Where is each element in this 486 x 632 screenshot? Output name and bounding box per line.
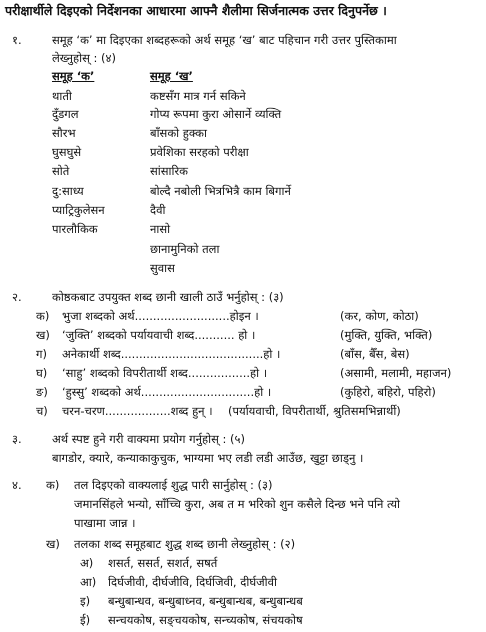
q2-title: कोष्ठकबाट उपयुक्त शब्द छानी खाली ठाउँ भर्नुहोस् : (३) bbox=[52, 290, 284, 304]
group-a-item: पारलौकिक bbox=[52, 222, 98, 236]
group-b-item: नासो bbox=[150, 222, 171, 236]
q4b-item-text: बन्धुबान्धव, बन्धुबाध्नव, बन्धुबान्धब, बन्धुबान्धब bbox=[108, 594, 303, 608]
q2-item-text: ‘साहु’ शब्दको विपरीतार्थी शब्द.................हो । bbox=[62, 366, 268, 380]
q4a-sentence-line1: जमानसिंहले भन्यो, साँच्चि कुरा, अब त म भरिको शुन कसैले दिन्छ भने पनि त्यो bbox=[74, 497, 401, 511]
q2-item-options: (मुक्ति, युक्ति, भक्ति) bbox=[340, 328, 433, 342]
q4b-item-label: अ) bbox=[80, 556, 94, 570]
group-a-item: थाती bbox=[52, 89, 72, 103]
q4-number: ४. bbox=[12, 478, 22, 492]
group-a-item: घुसघुसे bbox=[52, 145, 82, 159]
q2-item-options: (कर, कोण, कोठा) bbox=[340, 309, 419, 323]
q2-item-label: ग) bbox=[36, 347, 47, 361]
group-b-item: गोप्य रूपमा कुरा ओसार्ने व्यक्ति bbox=[150, 107, 282, 121]
q3-words: बागडोर, क्यारे, कन्याकाकुचुक, भाग्यमा भए लडी लडी आउँछ, खुट्टा छाड्नु । bbox=[52, 451, 364, 465]
q2-item-options: (बाँस, बैँस, बेस) bbox=[340, 347, 410, 361]
q4a-sentence-line2: पाखामा जान्न । bbox=[74, 516, 136, 530]
group-a-heading: समूह ‘क’ bbox=[52, 69, 95, 83]
q3-title: अर्थ स्पष्ट हुने गरी वाक्यमा प्रयोग गर्नुहोस् : (५) bbox=[52, 432, 246, 446]
instruction-heading: परीक्षार्थीले दिइएको निर्देशनका आधारमा आफ्नै शैलीमा सिर्जनात्मक उत्तर दिनुपर्नेछ । bbox=[5, 3, 387, 18]
q4b-item-text: सन्चयकोष, सङ्चयकोष, सन्च्यकोष, संचयकोष bbox=[108, 613, 303, 627]
q1-instruction-line1: समूह ‘क’ मा दिइएका शब्दहरूको अर्थ समूह ‘ख’ बाट पहिचान गरी उत्तर पुस्तिकामा bbox=[52, 33, 397, 47]
group-b-item: दैवी bbox=[150, 203, 166, 217]
group-a-item: दुँडगल bbox=[52, 107, 79, 121]
q2-item-options: (असामी, मलामी, महाजन) bbox=[340, 366, 452, 380]
q2-item-text: भुजा शब्दको अर्थ..........................होइन । bbox=[62, 309, 259, 323]
q2-item-options: (पर्यायवाची, विपरीतार्थी, श्रुतिसमभिन्नार्थी) bbox=[228, 404, 401, 418]
group-a-item: सोते bbox=[52, 164, 70, 178]
group-b-item: छानामुनिको तला bbox=[150, 242, 220, 256]
q1-number: १. bbox=[12, 33, 22, 47]
q3-number: ३. bbox=[12, 432, 22, 446]
q2-item-label: ख) bbox=[36, 328, 50, 342]
q4b-label: ख) bbox=[46, 537, 60, 551]
group-b-item: सांसारिक bbox=[150, 164, 189, 178]
q2-item-text: चरन-चरण..................शब्द हुन् । bbox=[62, 404, 213, 418]
q4b-item-text: शसर्त, ससर्त, सशर्त, सषर्त bbox=[108, 556, 218, 570]
q4b-item-text: दिर्घजीवी, दीर्घजीवि, दिर्घजिवी, दीर्घजीवी bbox=[108, 575, 277, 589]
group-b-heading: समूह ‘ख’ bbox=[150, 69, 193, 83]
q2-item-label: घ) bbox=[36, 366, 48, 380]
group-b-item: सुवास bbox=[150, 261, 175, 275]
group-b-item: बोल्दै नबोली भित्रभित्रै काम बिगार्ने bbox=[150, 184, 291, 198]
q4b-item-label: ई) bbox=[80, 613, 91, 627]
q2-item-label: क) bbox=[36, 309, 50, 323]
q2-item-text: अनेकार्थी शब्द.......................................हो । bbox=[62, 347, 281, 361]
group-b-item: कष्टसँग मात्र गर्न सकिने bbox=[150, 89, 246, 103]
group-a-item: दु:साध्य bbox=[52, 184, 84, 198]
q4b-title: तलका शब्द समूहबाट शुद्ध शब्द छानी लेख्नुहोस् : (२) bbox=[74, 537, 296, 551]
q4a-title: तल दिइएको वाक्यलाई शुद्ध पारी सार्नुहोस् : (३) bbox=[74, 478, 273, 492]
q2-item-text: ‘जुक्ति’ शब्दको पर्यायवाची शब्द........... हो । bbox=[62, 328, 256, 342]
group-a-item: सौरभ bbox=[52, 126, 76, 140]
q4b-item-label: आ) bbox=[80, 575, 97, 589]
group-a-item: प्याट्रिकुलेसन bbox=[52, 203, 105, 217]
q2-item-label: च) bbox=[36, 404, 48, 418]
q2-item-label: ङ) bbox=[36, 385, 48, 399]
q4a-label: क) bbox=[46, 478, 60, 492]
q2-item-options: (कुहिरो, बहिरो, पहिरो) bbox=[340, 385, 436, 399]
q2-number: २. bbox=[12, 290, 22, 304]
group-b-item: बाँसको हुक्का bbox=[150, 126, 207, 140]
q4b-item-label: इ) bbox=[80, 594, 91, 608]
q1-instruction-line2: लेख्नुहोस् : (४) bbox=[52, 51, 116, 65]
group-b-item: प्रवेशिका सरहको परीक्षा bbox=[150, 145, 249, 159]
q2-item-text: ‘हुस्सु’ शब्दको अर्थ...............................हो । bbox=[62, 385, 272, 399]
